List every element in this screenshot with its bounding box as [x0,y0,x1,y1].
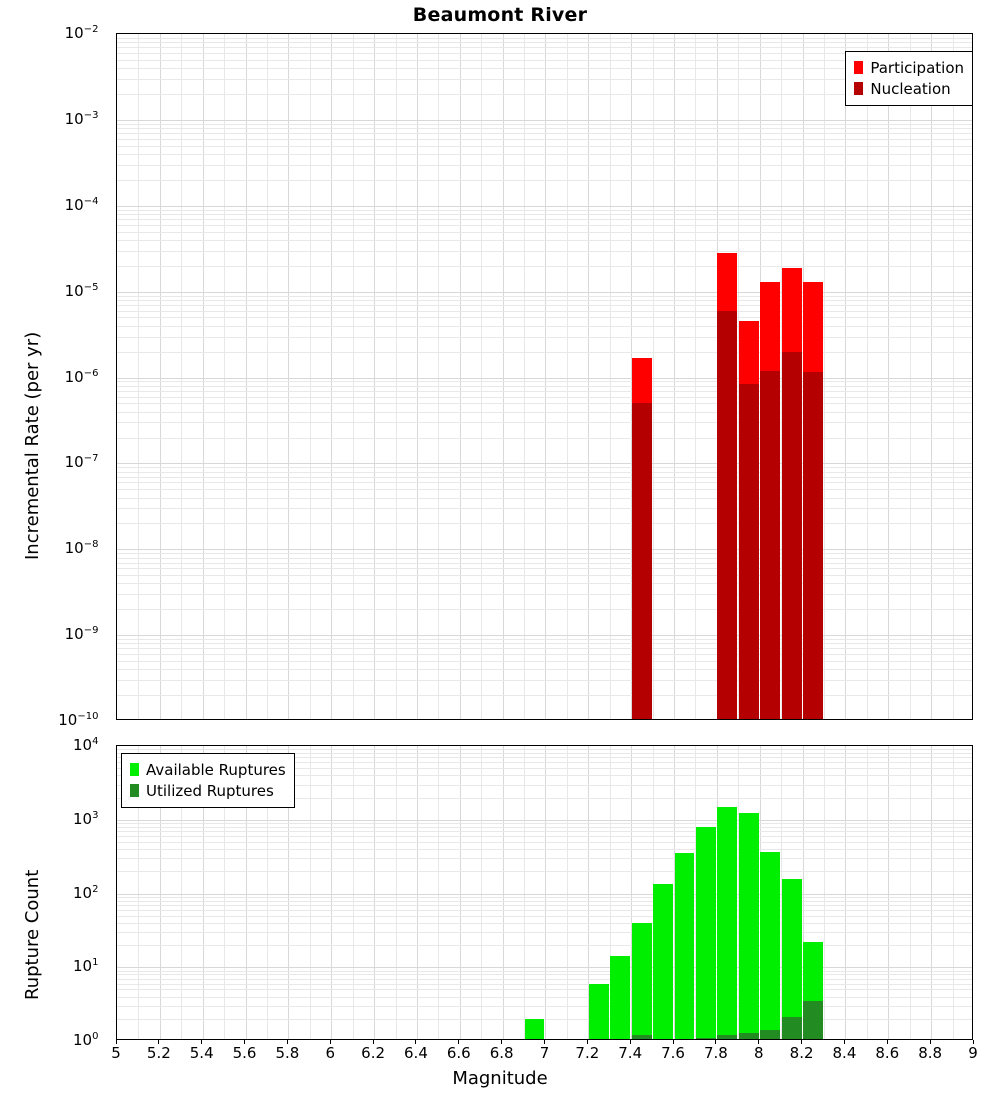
bar-utilized-ruptures [782,1017,802,1040]
x-tick-label: 8 [753,1044,764,1062]
gridline [117,60,972,61]
x-tick-label: 5.2 [146,1044,171,1062]
gridline [117,563,972,564]
incremental-rate-y-ticks [0,24,108,729]
gridline [117,412,972,413]
y-tick-label: $10^{-9}$ [64,625,99,644]
gridline [117,669,972,670]
gridline [117,337,972,338]
bar-nucleation [739,384,759,720]
bar-available-ruptures [589,984,609,1040]
bar-nucleation [717,311,737,720]
x-tick-label: 7.4 [618,1044,643,1062]
gridline [117,979,972,980]
x-tick-label: 6.4 [404,1044,428,1062]
gridline [545,746,546,1039]
gridline [481,746,482,1039]
gridline [117,489,972,490]
x-tick-label: 5 [111,1044,121,1062]
gridline [117,583,972,584]
y-tick-label: $10^{-3}$ [64,109,99,128]
x-tick-label: 7.6 [661,1044,685,1062]
gridline [845,34,846,719]
gridline [288,34,289,719]
gridline [396,34,397,719]
y-tick-label: $10^{-7}$ [64,453,99,472]
gridline [567,34,568,719]
gridline [224,34,225,719]
x-tick-mark [715,1040,716,1044]
gridline [246,34,247,719]
gridline [396,746,397,1039]
gridline [931,34,932,719]
x-tick-label: 5.6 [232,1044,257,1062]
gridline [931,746,932,1039]
x-tick-label: 8.2 [789,1044,814,1062]
gridline [267,34,268,719]
gridline [117,378,972,379]
x-tick-label: 5.4 [189,1044,214,1062]
x-tick-mark [544,1040,545,1044]
x-tick-mark [116,1040,117,1044]
incremental-rate-legend [845,51,973,106]
gridline [824,34,825,719]
gridline [117,472,972,473]
gridline [910,34,911,719]
gridline [117,180,972,181]
gridline [545,34,546,719]
gridline [117,68,972,69]
gridline [610,34,611,719]
bar-utilized-ruptures [717,1035,737,1040]
bar-nucleation [803,372,823,720]
gridline [117,910,972,911]
x-tick-mark [287,1040,288,1044]
gridline [117,654,972,655]
gridline [117,42,972,43]
gridline [117,206,972,207]
gridline [953,746,954,1039]
gridline [117,79,972,80]
y-tick-label: $10^0$ [72,1031,99,1049]
gridline [460,746,461,1039]
gridline [653,34,654,719]
gridline [503,34,504,719]
gridline [888,746,889,1039]
figure-title: Beaumont River [412,4,588,26]
gridline [117,311,972,312]
gridline [117,386,972,387]
gridline [117,146,972,147]
bar-available-ruptures [696,827,716,1040]
bar-available-ruptures [525,1019,545,1040]
gridline [953,34,954,719]
gridline [117,971,972,972]
bar-utilized-ruptures [803,1001,823,1040]
gridline [117,849,972,850]
gridline [117,317,972,318]
gridline [117,53,972,54]
gridline [910,746,911,1039]
incremental-rate-plot [116,33,973,720]
x-tick-mark [201,1040,202,1044]
x-tick-label: 9 [968,1044,978,1062]
gridline [867,34,868,719]
y-tick-label: $10^{-2}$ [64,24,99,42]
x-tick-mark [930,1040,931,1044]
gridline [117,403,972,404]
gridline [438,746,439,1039]
gridline [353,34,354,719]
gridline [117,831,972,832]
gridline [117,989,972,990]
gridline [117,165,972,166]
gridline [117,266,972,267]
y-tick-label: $10^1$ [72,957,99,976]
gridline [481,34,482,719]
x-tick-mark [415,1040,416,1044]
bar-nucleation [782,352,802,720]
x-tick-label: 6.6 [446,1044,471,1062]
x-tick-label: 8.6 [875,1044,900,1062]
gridline [117,680,972,681]
gridline [117,894,972,895]
rupture-count-legend [121,753,295,808]
gridline [503,746,504,1039]
gridline [117,661,972,662]
gridline [310,34,311,719]
legend-label-participation: Participation [870,58,964,77]
x-tick-mark [844,1040,845,1044]
gridline [117,823,972,824]
gridline [117,38,972,39]
legend-label-available-ruptures: Available Ruptures [146,760,286,779]
gridline [117,568,972,569]
x-tick-mark [801,1040,802,1044]
gridline [117,945,972,946]
bar-nucleation [760,371,780,720]
gridline [374,746,375,1039]
x-tick-mark [887,1040,888,1044]
incremental-rate-y-axis-label: Incremental Rate (per yr) [22,331,43,560]
gridline [117,300,972,301]
gridline [117,463,972,464]
y-tick-label: $10^2$ [72,883,99,902]
gridline [160,34,161,719]
gridline [117,639,972,640]
gridline [845,746,846,1039]
gridline [117,1019,972,1020]
gridline [117,225,972,226]
gridline [117,648,972,649]
x-tick-mark [330,1040,331,1044]
gridline [138,34,139,719]
x-tick-mark [373,1040,374,1044]
gridline [117,477,972,478]
y-tick-label: $10^{-5}$ [64,281,99,300]
gridline [117,381,972,382]
gridline [117,749,972,750]
gridline [117,523,972,524]
x-tick-label: 7.2 [575,1044,600,1062]
gridline [117,508,972,509]
y-tick-label: $10^{-8}$ [64,539,99,558]
gridline [117,352,972,353]
gridline [117,94,972,95]
gridline [567,746,568,1039]
gridline [117,997,972,998]
rupture-count-y-ticks [0,736,108,1049]
gridline [117,251,972,252]
gridline [374,34,375,719]
gridline [117,553,972,554]
legend-label-nucleation: Nucleation [870,79,951,98]
x-tick-mark [630,1040,631,1044]
gridline [203,34,204,719]
gridline [117,47,972,48]
gridline [353,746,354,1039]
x-tick-mark [758,1040,759,1044]
gridline [117,549,972,550]
x-tick-label: 6.8 [489,1044,514,1062]
gridline [117,827,972,828]
x-tick-mark [973,1040,974,1044]
gridline [524,34,525,719]
gridline [117,905,972,906]
legend-item [854,57,964,78]
gridline [888,34,889,719]
y-tick-label: $10^3$ [72,809,99,828]
gridline [117,974,972,975]
gridline [117,326,972,327]
gridline [117,901,972,902]
gridline [117,397,972,398]
gridline [117,128,972,129]
gridline [417,34,418,719]
bar-available-ruptures [782,879,802,1040]
gridline [117,916,972,917]
gridline [310,746,311,1039]
gridline [117,695,972,696]
gridline [417,746,418,1039]
x-tick-label: 8.4 [832,1044,857,1062]
legend-swatch-utilized-ruptures [130,784,139,797]
x-tick-label: 8.8 [918,1044,943,1062]
gridline [438,34,439,719]
gridline [117,133,972,134]
gridline [117,296,972,297]
bar-available-ruptures [653,884,673,1040]
legend-label-utilized-ruptures: Utilized Ruptures [146,781,274,800]
gridline [117,871,972,872]
gridline [117,219,972,220]
gridline [117,139,972,140]
gridline [117,422,972,423]
y-tick-label: $10^{-6}$ [64,367,99,386]
gridline [117,240,972,241]
gridline [117,575,972,576]
x-tick-mark [458,1040,459,1044]
gridline [331,34,332,719]
x-tick-mark [244,1040,245,1044]
gridline [824,746,825,1039]
gridline [524,746,525,1039]
gridline [867,746,868,1039]
rupture-count-y-axis-label: Rupture Count [22,869,43,1000]
legend-item [130,759,286,780]
x-tick-label: 6 [325,1044,336,1062]
gridline [117,820,972,821]
bar-available-ruptures [760,852,780,1040]
x-tick-label: 7.8 [703,1044,728,1062]
x-tick-mark [587,1040,588,1044]
y-tick-label: $10^4$ [72,736,99,754]
gridline [695,34,696,719]
gridline [588,34,589,719]
gridline [117,467,972,468]
gridline [117,635,972,636]
bar-available-ruptures [610,956,630,1040]
gridline [117,438,972,439]
x-tick-label: 5.8 [275,1044,300,1062]
gridline [460,34,461,719]
legend-swatch-available-ruptures [130,763,139,776]
y-tick-label: $10^{-10}$ [58,711,99,729]
x-tick-mark [673,1040,674,1044]
legend-item [130,780,286,801]
bar-nucleation [632,403,652,720]
x-tick-label: 7 [539,1044,550,1062]
gridline [117,967,972,968]
gridline [117,594,972,595]
gridline [117,120,972,121]
x-tick-mark [501,1040,502,1044]
gridline [117,154,972,155]
gridline [117,897,972,898]
gridline [117,1006,972,1007]
gridline [117,842,972,843]
gridline [117,391,972,392]
bar-available-ruptures [739,813,759,1040]
gridline [117,836,972,837]
y-tick-label: $10^{-4}$ [64,195,99,214]
bar-utilized-ruptures [696,1038,716,1040]
bar-available-ruptures [632,923,652,1040]
bar-utilized-ruptures [632,1035,652,1040]
gridline [117,210,972,211]
legend-item [854,78,964,99]
gridline [117,858,972,859]
gridline [181,34,182,719]
gridline [117,609,972,610]
legend-swatch-participation [854,61,863,74]
gridline [117,984,972,985]
gridline [117,232,972,233]
x-tick-mark [158,1040,159,1044]
x-tick-label: 6.2 [361,1044,386,1062]
gridline [117,214,972,215]
bar-utilized-ruptures [760,1030,780,1040]
gridline [117,932,972,933]
gridline [674,34,675,719]
gridline [117,305,972,306]
bar-available-ruptures [675,853,695,1040]
bar-utilized-ruptures [739,1033,759,1040]
x-axis-label: Magnitude [452,1068,548,1089]
gridline [117,643,972,644]
gridline [117,923,972,924]
gridline [117,498,972,499]
gridline [117,558,972,559]
gridline [331,746,332,1039]
gridline [117,482,972,483]
bar-available-ruptures [717,807,737,1040]
legend-swatch-nucleation [854,82,863,95]
gridline [117,292,972,293]
gridline [117,124,972,125]
